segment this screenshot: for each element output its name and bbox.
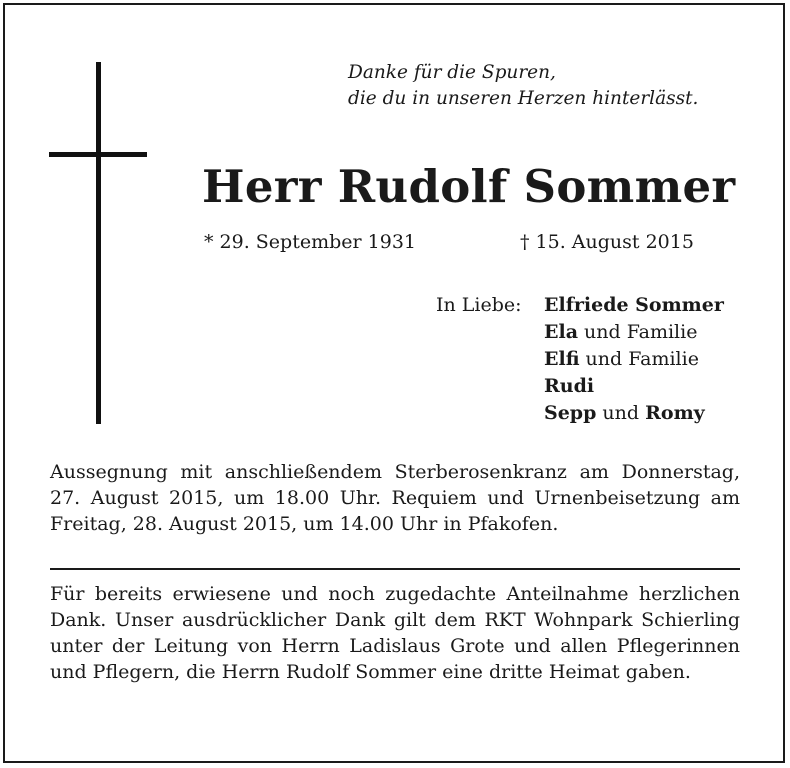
mourner-suffix: und Familie <box>578 321 698 343</box>
mourner-suffix: und <box>596 402 646 424</box>
motto-line: die du in unseren Herzen hinterlässt. <box>348 88 699 109</box>
motto <box>348 60 698 112</box>
mourner-suffix: und Familie <box>579 348 699 370</box>
mourner-name: Rudi <box>544 375 595 397</box>
death-date: † 15. August 2015 <box>520 231 694 253</box>
mourners-list <box>436 292 724 427</box>
cross-bar <box>49 152 147 157</box>
mourner-name-2: Romy <box>645 402 705 424</box>
mourner-name: Ela <box>544 321 579 343</box>
mourner-name: Sepp <box>544 402 597 424</box>
motto-line: Danke für die Spuren, <box>348 62 556 83</box>
cross-icon <box>96 62 101 424</box>
mourner-name: Elfriede Sommer <box>544 294 724 316</box>
mourners-label: In Liebe: <box>436 294 522 316</box>
divider <box>50 568 740 570</box>
mourner-name: Elfi <box>544 348 580 370</box>
funeral-details: Aussegnung mit anschließendem Sterberosenkranz am Donnerstag, 27. August 2015, um 18.00 Uhr. Requiem und Urnenbeisetzung am Freitag, 28. August 2015, um 14.00 Uhr in Pfakofen. <box>50 461 740 535</box>
deceased-name: Herr Rudolf Sommer <box>202 160 736 213</box>
thanks-text: Für bereits erwiesene und noch zugedachte Anteilnahme herzlichen Dank. Unser ausdrücklicher Dank gilt dem RKT Wohnpark Schierling unter der Leitung von Herrn Ladislaus Grote und allen Pflegerinnen und Pflegern, die Herrn Rudolf Sommer eine dritte Heimat gaben. <box>50 583 740 683</box>
birth-date: * 29. September 1931 <box>204 231 416 253</box>
